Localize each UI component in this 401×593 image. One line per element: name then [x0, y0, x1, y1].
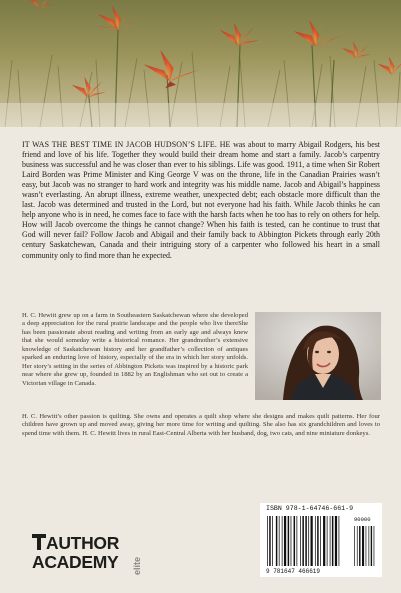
- publisher-name-line2: ACADEMY: [32, 552, 119, 572]
- author-bio-paragraph-1: H. C. Hewitt grew up on a farm in Southeastern Saskatchewan where she developed a deep appreciation for the rural prairie landscape and the people who live thereShe has been passionate about reading and writing from an early age and always knew that she would someday write a historical romance. Her grandmother’s extensive knowledge of Saskatchewan history and her grandfather’s collection of antiques sparked an enduring love of history, especially of the era in which her story unfolds. Her story’s setting in the series of Abbington Pickets was inspired by a historic park near where she grew up, founded in 1882 by an Englishman who set out to create a Victorian village in Canada.: [22, 312, 248, 387]
- publisher-name-line1: AUTHOR: [46, 533, 120, 553]
- barcode-bars-icon: [266, 516, 378, 568]
- isbn-barcode: [260, 503, 382, 577]
- author-portrait-illustration: [255, 312, 381, 400]
- publisher-elite-tag: elite: [132, 556, 142, 575]
- barcode-digits: 9 781647 466619: [266, 568, 321, 575]
- isbn-label: ISBN 978-1-64746-661-9: [266, 505, 354, 512]
- cover-photo-prairie-lilies: [0, 0, 401, 127]
- publisher-logo: [32, 533, 142, 577]
- prairie-lily-field-illustration: [0, 0, 401, 127]
- price-code: 90000: [354, 516, 371, 523]
- back-cover-blurb: [22, 140, 380, 261]
- publisher-t-mark-icon: [32, 534, 46, 550]
- blurb-lead-caps: IT WAS THE BEST TIME IN JACOB HUDSON’S LIFE. HE: [22, 140, 231, 149]
- author-photo: [255, 312, 381, 400]
- author-bio-paragraph-2: H. C. Hewitt’s other passion is quilting. She owns and operates a quilt shop where she designs and makes quilt patterns. Her four children have grown up and moved away, giving her more time for writing and quilting. She also has six grandchildren and loves to spend time with them. H. C. Hewitt lives in rural East-Central Alberta with her husband, dog, two cats, and nine miniature donkeys.: [22, 413, 380, 437]
- blurb-body: was about to marry Abigail Rodgers, his best friend and love of his life. Together they would build their dream home and start a family. Jacob’s carpentry business was successful and he was closer than ever to his siblings. Life was good. 1911, a time when Sir Robert Laird Borden was Prime Minister and King George V was on the throne, life in the Canadian Prairies wasn’t easy, but Jacob was no stranger to hard work and integrity was his middle name. Jacob and Abigail’s happiness wasn’t everlasting. An abrupt illness, extreme weather, unexpected debt; each obstacle more difficult than the last. Jacob was determined and trusted in the Lord, but not everyone had his faith. While Jacob thinks he can help anyone who is in need, he comes face to face with the harsh facts when he too has to rely on others for help. How will Jacob overcome the things he cannot change? When his faith is tested, can he continue to trust that God will never fail? Follow Jacob and Abigail and their family back to Abbington Pickets through early 20th century Saskatchewan, Canada and their intriguing story of a carpenter who followed his heart in a small community only to find more than he expected.: [22, 140, 381, 260]
